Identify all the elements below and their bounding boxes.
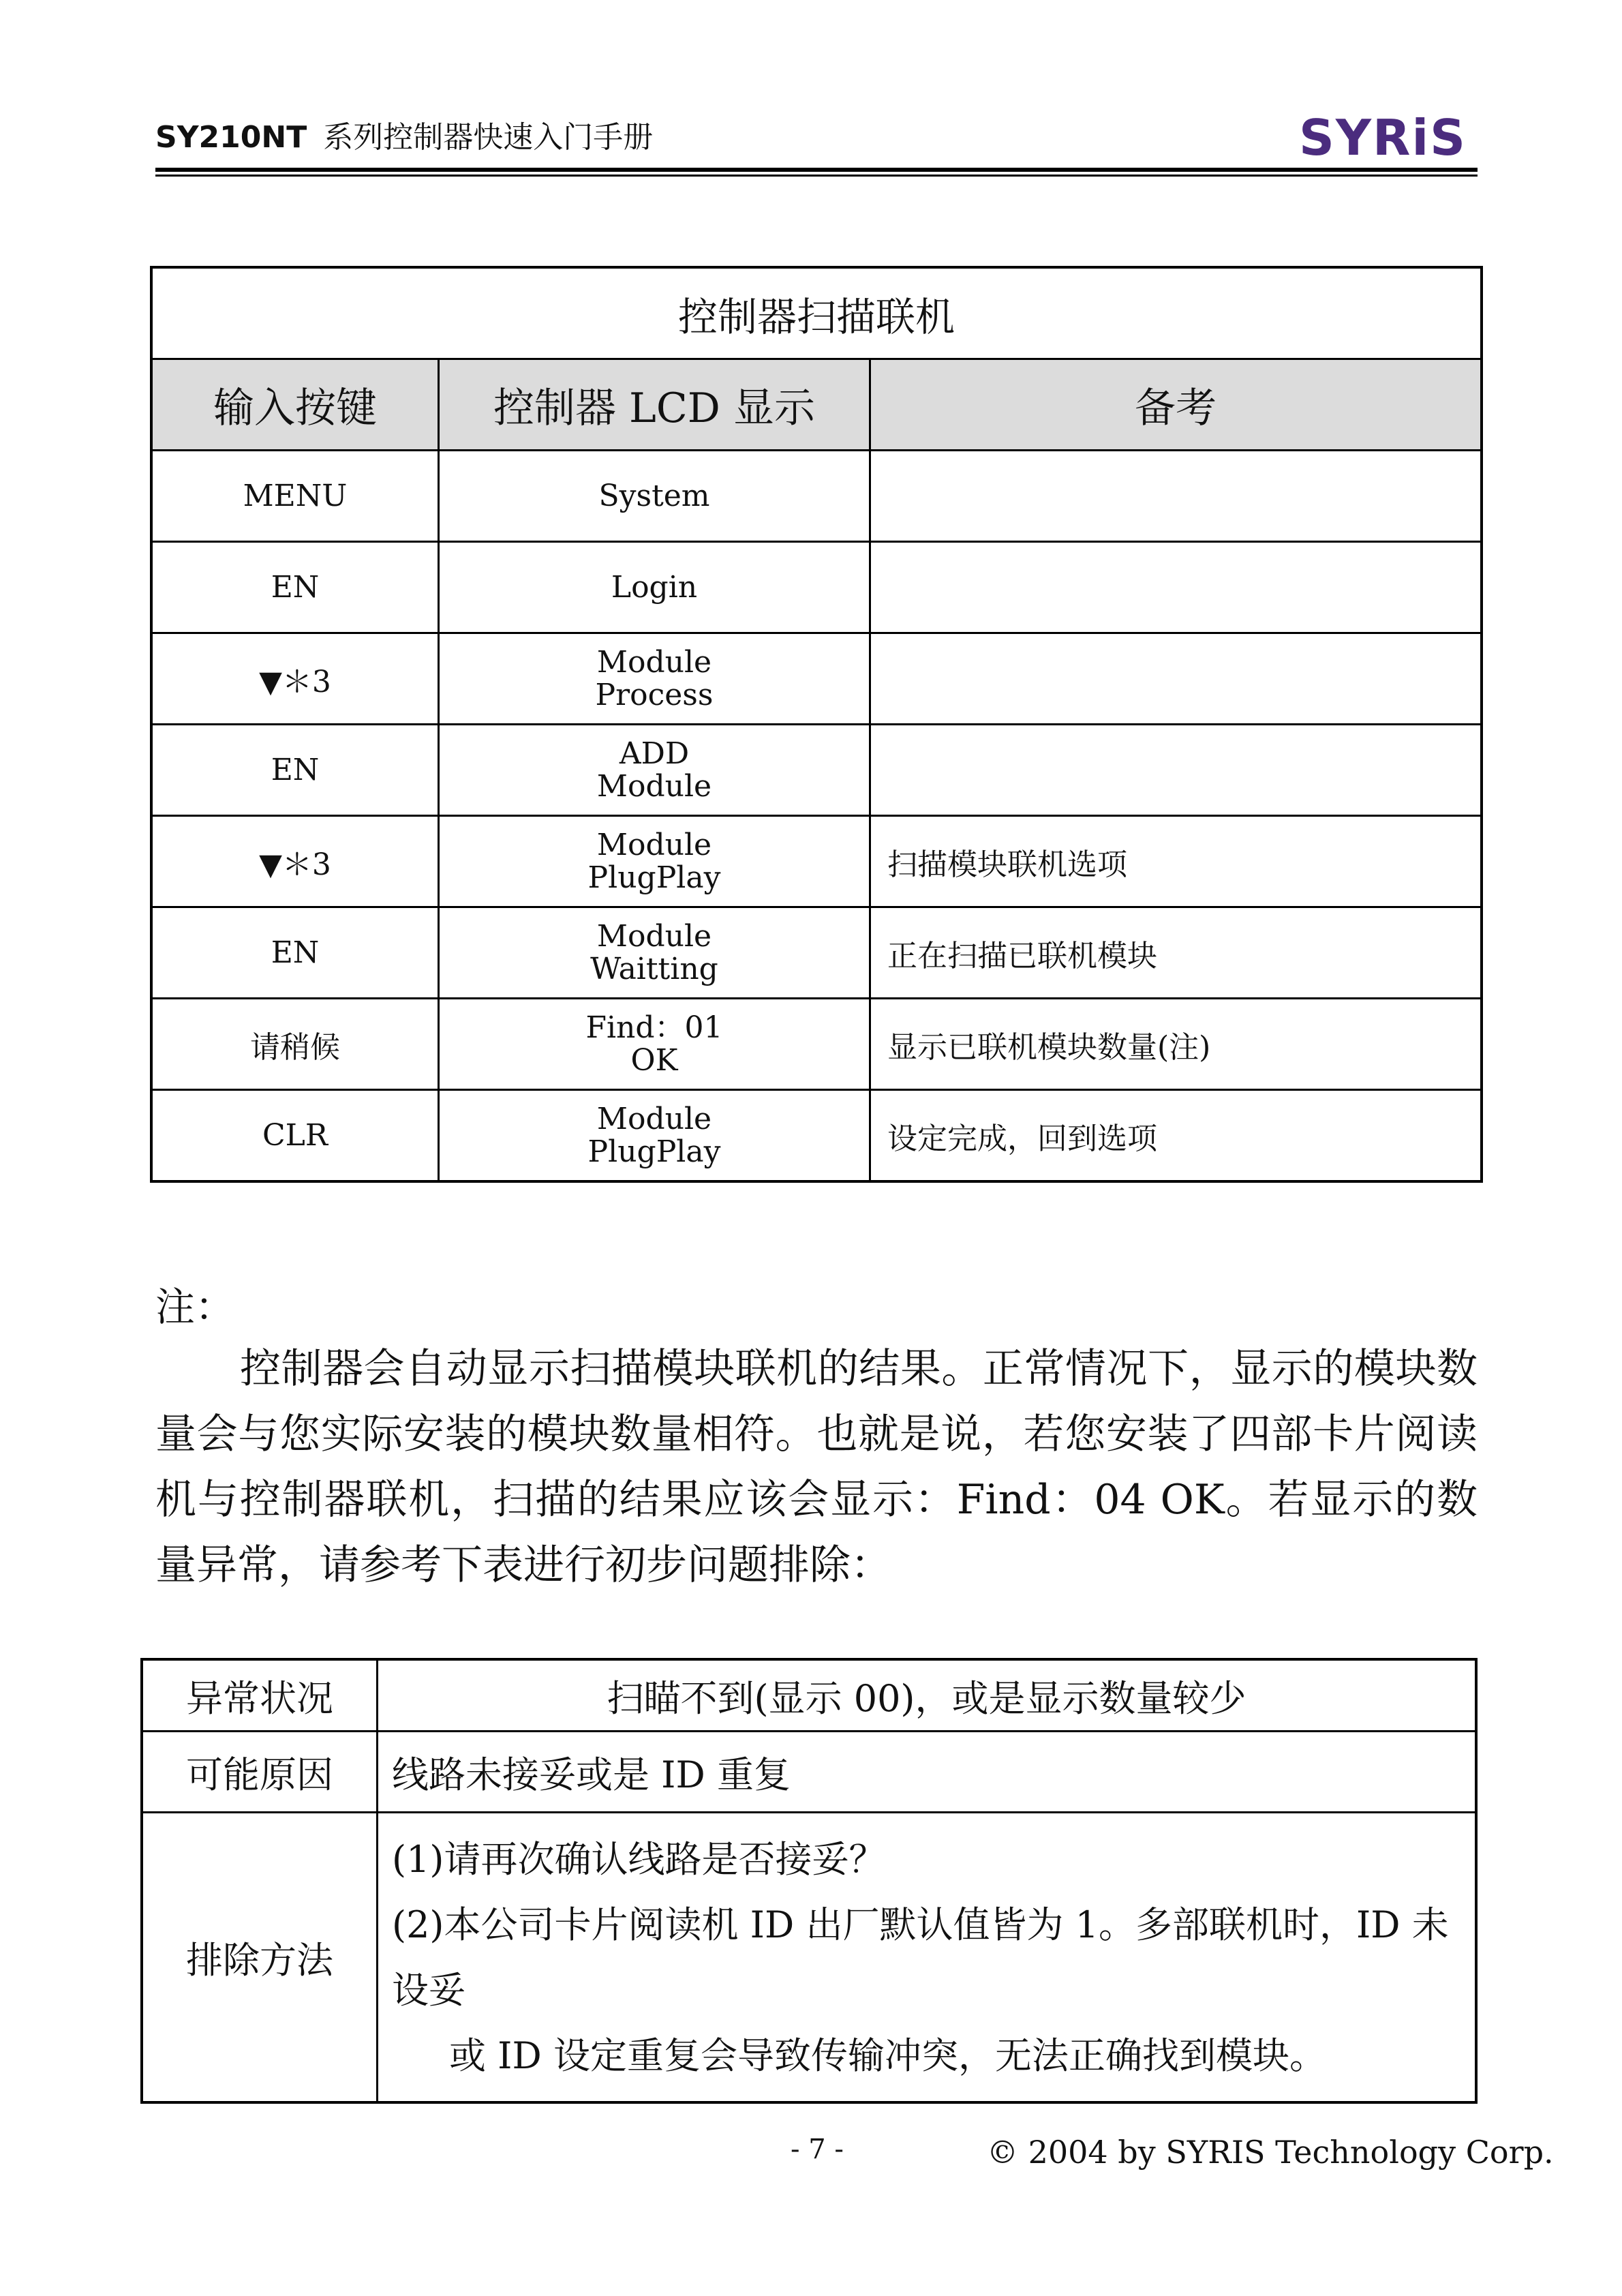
table-caption: 控制器扫描联机: [151, 267, 1482, 359]
table-row: [151, 633, 1482, 725]
lcd-line-1: Module: [596, 1101, 712, 1136]
note-cell: [870, 451, 1482, 542]
symptom-value: 扫瞄不到(显示 00)，或是显示数量较少: [378, 1659, 1477, 1732]
solution-label: 排除方法: [142, 1813, 378, 2103]
lcd-line-2: Module: [596, 768, 712, 804]
lcd-line-2: Waitting: [590, 951, 718, 986]
table-row: [151, 816, 1482, 907]
lcd-line-2: PlugPlay: [587, 1134, 721, 1169]
table-row: [142, 1732, 1476, 1813]
table-row: [151, 542, 1482, 633]
syris-logo: [1299, 110, 1467, 165]
lcd-line-1: Login: [611, 569, 698, 605]
column-header-lcd: 控制器 LCD 显示: [439, 359, 870, 451]
lcd-cell: [439, 451, 870, 542]
lcd-line-1: Module: [596, 644, 712, 680]
manual-title: 系列控制器快速入门手册: [323, 120, 654, 155]
solution-line: (2)本公司卡片阅读机 ID 出厂默认值皆为 1。多部联机时，ID 未设妥: [392, 1903, 1449, 2012]
lcd-cell: [439, 542, 870, 633]
key-cell: EN: [151, 542, 439, 633]
table-row: [151, 1090, 1482, 1182]
note-paragraph: [155, 1336, 1478, 1598]
note-cell: [870, 542, 1482, 633]
cause-value: 线路未接妥或是 ID 重复: [378, 1732, 1477, 1813]
lcd-line-1: Module: [596, 918, 712, 954]
solution-value: [378, 1813, 1477, 2103]
lcd-line-1: Module: [596, 827, 712, 862]
lcd-line-2: OK: [630, 1042, 678, 1078]
lcd-cell: [439, 907, 870, 999]
key-cell: ▼＊3: [151, 816, 439, 907]
lcd-line-2: PlugPlay: [587, 860, 721, 895]
solution-line: 或 ID 设定重复会导致传输冲突，无法正确找到模块。: [449, 2034, 1326, 2077]
key-cell: EN: [151, 725, 439, 816]
note-cell: [870, 725, 1482, 816]
lcd-cell: [439, 1090, 870, 1182]
column-header-key: 输入按键: [151, 359, 439, 451]
lcd-cell: [439, 633, 870, 725]
lcd-cell: [439, 816, 870, 907]
note-label: 注：: [155, 1284, 235, 1330]
cause-label: 可能原因: [142, 1732, 378, 1813]
table-row: [151, 999, 1482, 1090]
lcd-cell: [439, 999, 870, 1090]
key-cell: MENU: [151, 451, 439, 542]
model-name: SY210NT: [155, 120, 307, 155]
lcd-cell: [439, 725, 870, 816]
table-row: [142, 1659, 1476, 1732]
troubleshooting-table: [140, 1658, 1478, 2104]
key-cell: CLR: [151, 1090, 439, 1182]
note-cell: [870, 633, 1482, 725]
header-rule: [155, 168, 1478, 172]
header-rule-thin: [155, 175, 1478, 177]
lcd-line-1: System: [598, 478, 710, 513]
copyright: © 2004 by SYRIS Technology Corp.: [987, 2134, 1554, 2171]
note-cell: 显示已联机模块数量(注): [870, 999, 1482, 1090]
lcd-line-2: Process: [595, 677, 714, 712]
note-cell: 正在扫描已联机模块: [870, 907, 1482, 999]
logo-text: SYRiS: [1299, 109, 1467, 166]
page-header: [155, 109, 1478, 172]
page-number: - 7 -: [791, 2134, 844, 2165]
note-cell: 扫描模块联机选项: [870, 816, 1482, 907]
key-cell: ▼＊3: [151, 633, 439, 725]
note-text: 控制器会自动显示扫描模块联机的结果。正常情况下，显示的模块数量会与您实际安装的模块数量相符。也就是说，若您安装了四部卡片阅读机与控制器联机，扫描的结果应该会显示：Find：04 OK。若显示的数量异常，请参考下表进行初步问题排除：: [155, 1345, 1478, 1589]
table-row: [142, 1813, 1476, 2103]
table-header-row: [151, 359, 1482, 451]
lcd-line-1: Find：01: [585, 1010, 723, 1045]
table-row: [151, 907, 1482, 999]
key-cell: 请稍候: [151, 999, 439, 1090]
header-title: [155, 117, 653, 158]
scan-procedure-table: [150, 266, 1483, 1183]
table-row: [151, 451, 1482, 542]
note-cell: 设定完成，回到选项: [870, 1090, 1482, 1182]
lcd-line-1: ADD: [619, 736, 690, 771]
solution-line: (1)请再次确认线路是否接妥？: [392, 1838, 886, 1881]
table-row: [151, 725, 1482, 816]
symptom-label: 异常状况: [142, 1659, 378, 1732]
key-cell: EN: [151, 907, 439, 999]
column-header-note: 备考: [870, 359, 1482, 451]
